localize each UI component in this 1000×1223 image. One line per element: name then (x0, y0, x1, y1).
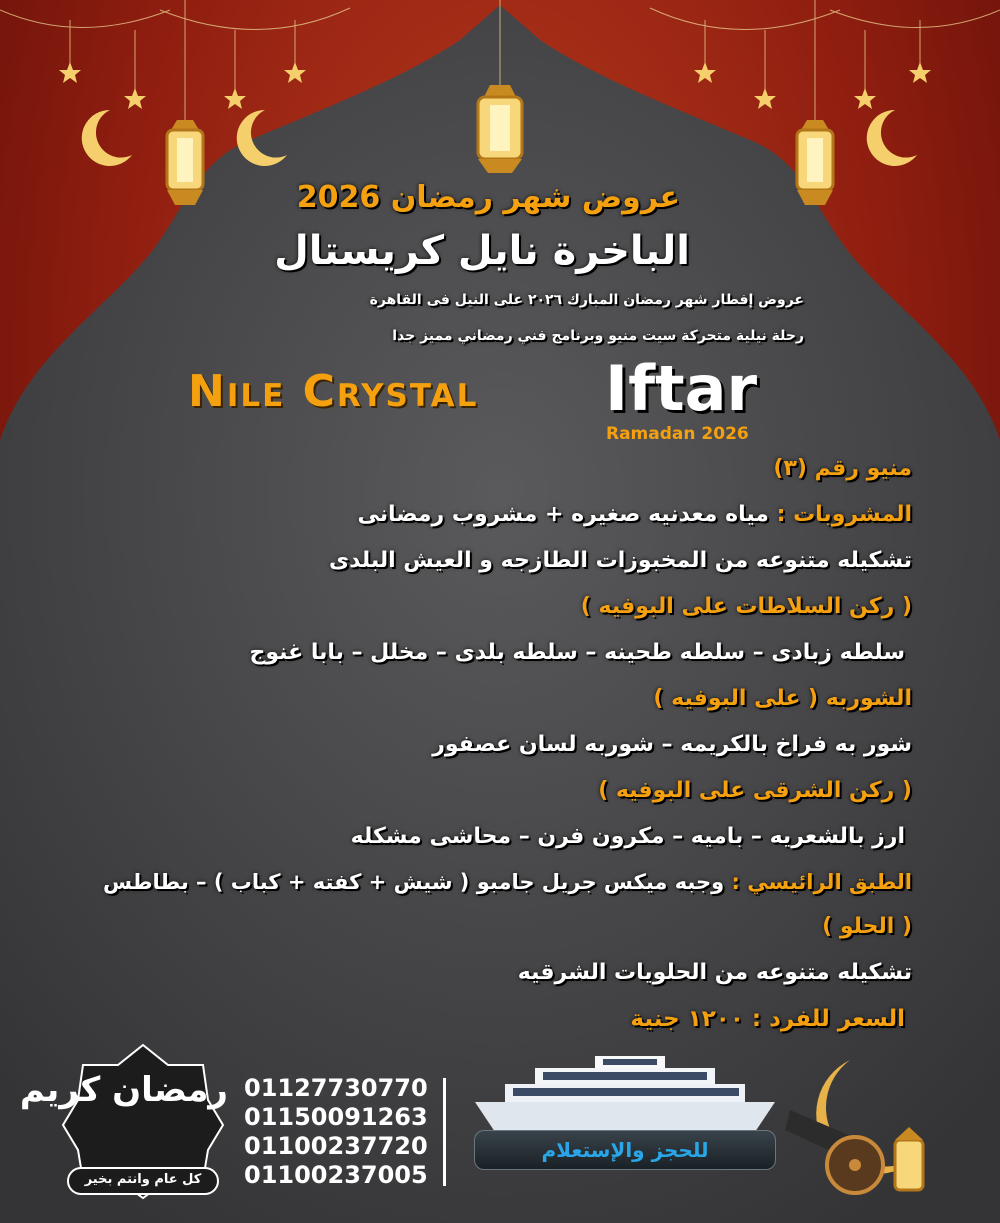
brand-nile-crystal: Nile Crystal (188, 366, 479, 417)
logo-main-text: رمضان كريم (19, 1070, 228, 1110)
main-dish-line (103, 870, 912, 894)
main-dish-value: وجبه ميكس جريل جامبو ( شيش + كفته + كباب ) – بطاطس (103, 870, 725, 894)
oriental-header: ( ركن الشرقى على البوفيه ) (598, 778, 912, 803)
dessert-line: تشكيله متنوعه من الحلويات الشرقيه (517, 960, 912, 985)
cannon-moon-icon (780, 1055, 940, 1205)
drinks-label: المشروبات : (776, 502, 912, 527)
phone-number[interactable]: 01127730770 (244, 1074, 428, 1102)
brand-iftar: Iftar (605, 352, 758, 425)
brand-ramadan-year: Ramadan 2026 (606, 424, 749, 444)
soups-line: شور به فراخ بالكريمه – شوربه لسان عصفور (432, 732, 912, 757)
salads-line: سلطه زبادى – سلطه طحينه – سلطه بلدى – مخلل – بابا غنوج (249, 640, 905, 665)
main-dish-label: الطبق الرائيسي : (731, 870, 912, 894)
divider (443, 1078, 446, 1186)
phone-number[interactable]: 01150091263 (244, 1103, 428, 1131)
phone-number[interactable]: 01100237720 (244, 1132, 428, 1160)
menu-number: منيو رقم (٣) (773, 456, 912, 481)
dessert-header: ( الحلو ) (822, 914, 912, 939)
drinks-line (357, 502, 912, 527)
offer-title: عروض شهر رمضان 2026 (296, 180, 680, 215)
soup-header: الشوربه ( على البوفيه ) (653, 686, 912, 711)
phone-number[interactable]: 01100237005 (244, 1161, 428, 1189)
subtitle-2: رحلة نيلية متحركة سيت منيو وبرنامج فني رمضاني مميز جدا (392, 328, 804, 344)
booking-button[interactable]: للحجز والإستعلام (474, 1130, 776, 1170)
subtitle-1: عروض إفطار شهر رمضان المبارك ٢٠٢٦ على النيل فى القاهرة (369, 292, 804, 308)
logo-sub-text: كل عام وانتم بخير (84, 1172, 202, 1187)
boat-icon (475, 1052, 775, 1134)
bread-line: تشكيله متنوعه من المخبوزات الطازجه و العيش البلدى (329, 548, 912, 573)
oriental-line: ارز بالشعريه – باميه – مكرون فرن – محاشى مشكله (350, 824, 905, 849)
drinks-value: مياه معدنيه صغيره + مشروب رمضانى (357, 502, 769, 527)
price-line: السعر للفرد : ١٢٠٠ جنية (630, 1006, 905, 1032)
ramadan-kareem-logo (19, 1040, 228, 1200)
boat-name: الباخرة نايل كريستال (274, 228, 690, 274)
salads-header: ( ركن السلاطات على البوفيه ) (580, 594, 912, 619)
